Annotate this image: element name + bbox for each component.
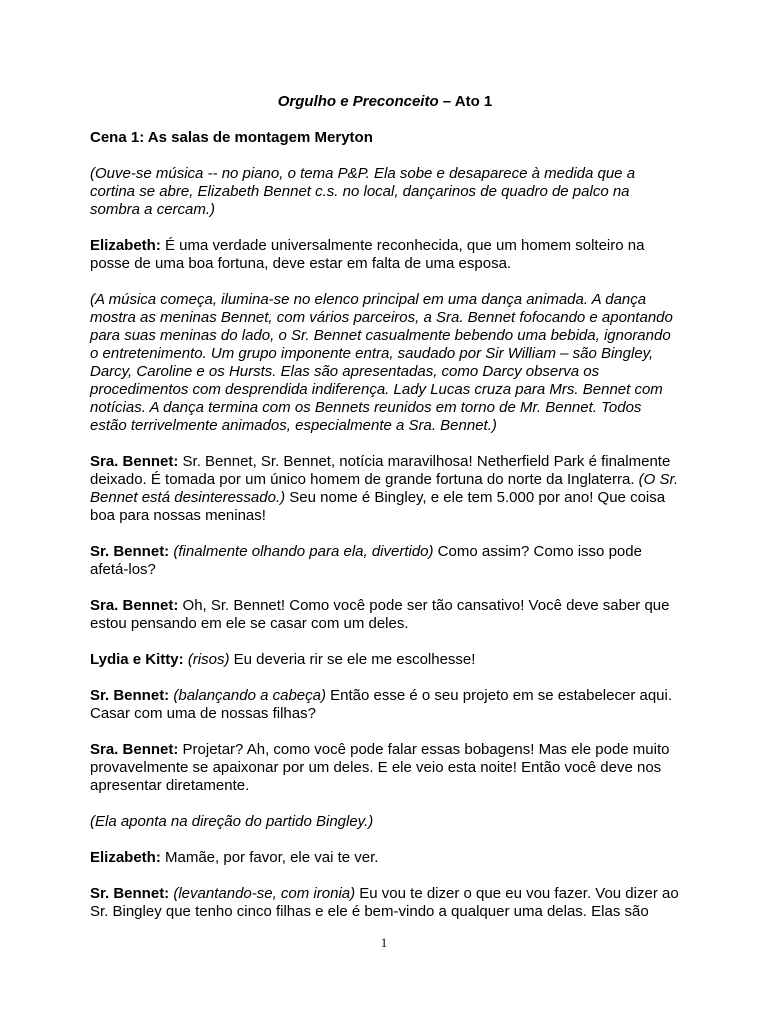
document-body <box>90 93 680 939</box>
dialogue-line <box>90 543 680 579</box>
stage-direction-text: (Ela aponta na direção do partido Bingley.) <box>90 813 374 830</box>
dialogue-text: Então esse é o seu projeto em se estabelecer aqui. Casar com uma de nossas filhas? <box>90 687 673 722</box>
dialogue-line <box>90 885 680 921</box>
scene-heading: Cena 1: As salas de montagem Meryton <box>90 129 373 146</box>
dialogue-line <box>90 237 680 273</box>
stage-direction <box>90 165 680 219</box>
dialogue-text: Eu deveria rir se ele me escolhesse! <box>229 651 476 668</box>
speaker-name: Elizabeth: <box>90 849 161 866</box>
stage-direction <box>90 813 680 831</box>
script-body <box>90 165 680 921</box>
dialogue-text: Sr. Bennet, Sr. Bennet, notícia maravilhosa! Netherfield Park é finalmente deixado. É tomada por um único homem de grande fortuna do norte da Inglaterra. <box>90 453 671 488</box>
stage-direction <box>90 291 680 435</box>
inline-direction: (balançando a cabeça) <box>173 687 326 704</box>
dialogue-line <box>90 741 680 795</box>
speaker-name: Sr. Bennet: <box>90 885 170 902</box>
dialogue-line <box>90 453 680 525</box>
speaker-name: Sra. Bennet: <box>90 453 179 470</box>
inline-direction: (risos) <box>187 651 230 668</box>
page-number: 1 <box>380 935 388 950</box>
speaker-name: Sra. Bennet: <box>90 597 179 614</box>
speaker-name: Sra. Bennet: <box>90 741 179 758</box>
dialogue-text: Projetar? Ah, como você pode falar essas bobagens! Mas ele pode muito provavelmente se apaixonar por um deles. E ele veio esta noite! Então você deve nos apresentar diretamente. <box>90 741 670 794</box>
inline-direction: (levantando-se, com ironia) <box>173 885 356 902</box>
inline-direction: (finalmente olhando para ela, divertido) <box>173 543 434 560</box>
dialogue-text: Oh, Sr. Bennet! Como você pode ser tão cansativo! Você deve saber que estou pensando em ele se casar com um deles. <box>90 597 670 632</box>
speaker-name: Elizabeth: <box>90 237 161 254</box>
speaker-name: Sr. Bennet: <box>90 543 170 560</box>
speaker-name: Sr. Bennet: <box>90 687 170 704</box>
title-play-name: Orgulho e Preconceito <box>277 93 439 110</box>
title-act: – Ato 1 <box>438 93 493 110</box>
dialogue-line <box>90 651 680 669</box>
dialogue-text: Eu vou te dizer o que eu vou fazer. Vou dizer ao Sr. Bingley que tenho cinco filhas e ele é bem-vindo a qualquer uma delas. Elas são <box>90 885 679 920</box>
dialogue-line <box>90 849 680 867</box>
dialogue-text: Como assim? Como isso pode afetá-los? <box>90 543 642 578</box>
page-title <box>90 93 680 111</box>
speaker-name: Lydia e Kitty: <box>90 651 184 668</box>
inline-direction: (O Sr. Bennet está desinteressado.) <box>90 471 679 506</box>
dialogue-text: Mamãe, por favor, ele vai te ver. <box>160 849 379 866</box>
dialogue-line <box>90 687 680 723</box>
stage-direction-text: (A música começa, ilumina-se no elenco principal em uma dança animada. A dança mostra as meninas Bennet, com vários parceiros, a Sra. Bennet fofocando e apontando para suas meninas do lado, o Sr. Bennet casualmente bebendo uma bebida, ignorando o entretenimento. Um grupo imponente entra, saudado por Sir William – são Bingley, Darcy, Caroline e os Hursts. Elas são apresentadas, como Darcy observa os procedimentos com desprendida indiferença. Lady Lucas cruza para Mrs. Bennet com notícias. A dança termina com os Bennets reunidos em torno de Mr. Bennet. Todos estão terrivelmente animados, especialmente a Sra. Bennet.) <box>90 291 673 434</box>
dialogue-text: É uma verdade universalmente reconhecida, que um homem solteiro na posse de uma boa fortuna, deve estar em falta de uma esposa. <box>90 237 645 272</box>
stage-direction-text: (Ouve-se música -- no piano, o tema P&P. Ela sobe e desaparece à medida que a cortina se abre, Elizabeth Bennet c.s. no local, dançarinos de quadro de palco na sombra a cercam.) <box>90 165 636 218</box>
dialogue-line <box>90 597 680 633</box>
dialogue-text: Seu nome é Bingley, e ele tem 5.000 por ano! Que coisa boa para nossas meninas! <box>90 489 666 524</box>
